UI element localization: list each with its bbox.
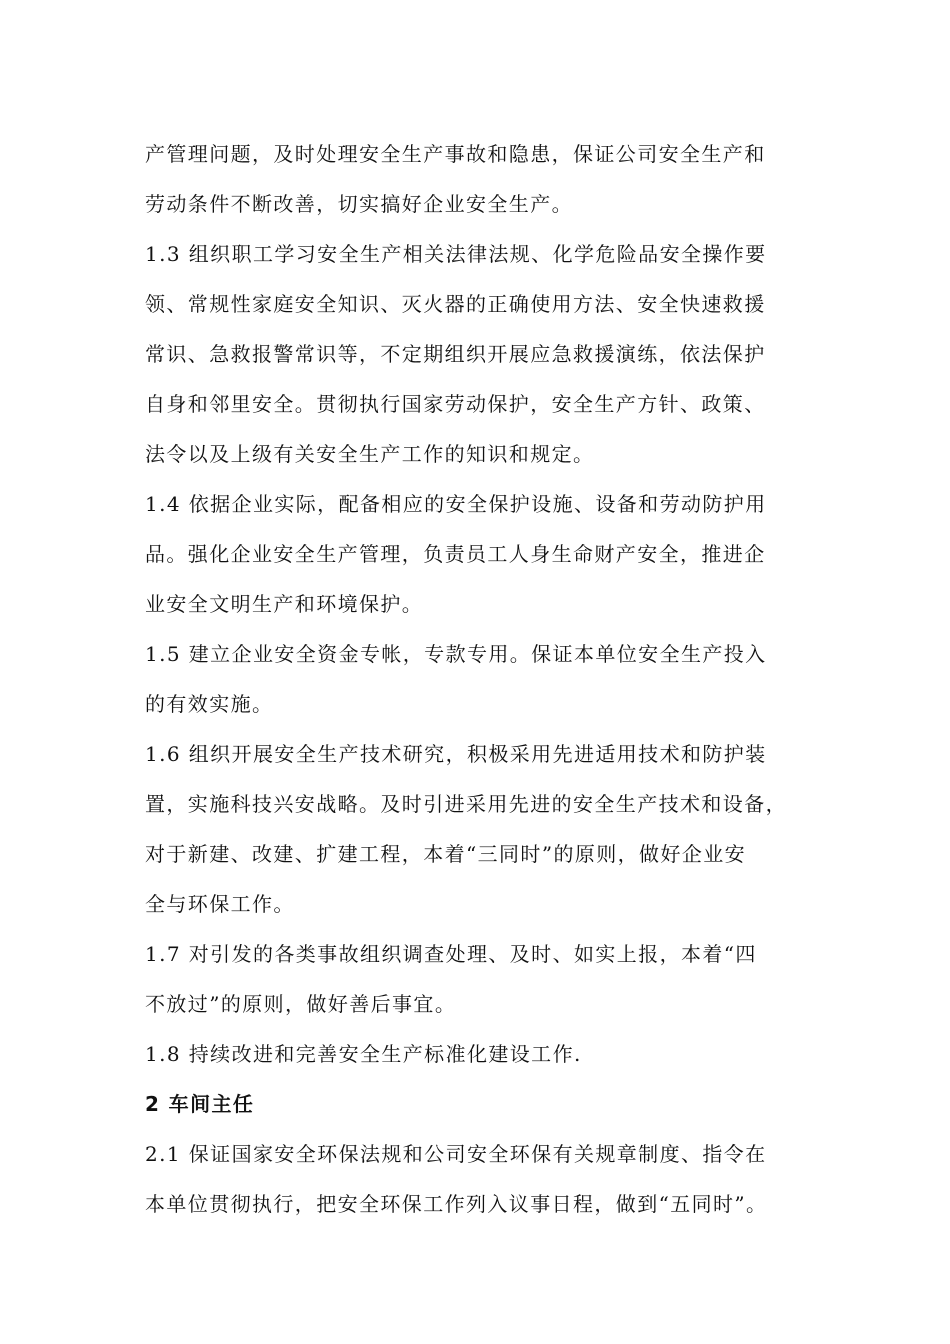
clause-1-6-line: 1.6 组织开展安全生产技术研究，积极采用先进适用技术和防护装: [145, 742, 767, 766]
paragraph-line: 业安全文明生产和环境保护。: [145, 592, 424, 616]
paragraph-line: 不放过”的原则，做好善后事宜。: [145, 992, 457, 1016]
document-body: [145, 129, 820, 1229]
paragraph-line: 法令以及上级有关安全生产工作的知识和规定。: [145, 442, 595, 466]
paragraph-line: 劳动条件不断改善，切实搞好企业安全生产。: [145, 192, 573, 216]
clause-1-4-line: 1.4 依据企业实际，配备相应的安全保护设施、设备和劳动防护用: [145, 492, 767, 516]
paragraph-line: 领、常规性家庭安全知识、灭火器的正确使用方法、安全快速救援: [145, 292, 766, 316]
clause-1-7-line: 1.7 对引发的各类事故组织调查处理、及时、如实上报，本着“四: [145, 942, 757, 966]
paragraph-line: 置，实施科技兴安战略。及时引进采用先进的安全生产技术和设备，: [145, 792, 787, 816]
paragraph-line: 品。强化企业安全生产管理，负责员工人身生命财产安全，推进企: [145, 542, 766, 566]
paragraph-line: 本单位贯彻执行，把安全环保工作列入议事日程，做到“五同时”。: [145, 1192, 768, 1216]
paragraph-line: 产管理问题，及时处理安全生产事故和隐患，保证公司安全生产和: [145, 142, 766, 166]
paragraph-line: 自身和邻里安全。贯彻执行国家劳动保护，安全生产方针、政策、: [145, 392, 766, 416]
paragraph-line: 常识、急救报警常识等，不定期组织开展应急救援演练，依法保护: [145, 342, 766, 366]
paragraph-line: 的有效实施。: [145, 692, 274, 716]
paragraph-line: 全与环保工作。: [145, 892, 295, 916]
clause-1-8-line: 1.8 持续改进和完善安全生产标准化建设工作.: [145, 1042, 582, 1066]
clause-2-1-line: 2.1 保证国家安全环保法规和公司安全环保有关规章制度、指令在: [145, 1142, 767, 1166]
paragraph-line: 对于新建、改建、扩建工程，本着“三同时”的原则，做好企业安: [145, 842, 747, 866]
clause-1-3-line: 1.3 组织职工学习安全生产相关法律法规、化学危险品安全操作要: [145, 242, 767, 266]
clause-1-5-line: 1.5 建立企业安全资金专帐，专款专用。保证本单位安全生产投入: [145, 642, 767, 666]
section-heading: 2 车间主任: [145, 1092, 255, 1116]
